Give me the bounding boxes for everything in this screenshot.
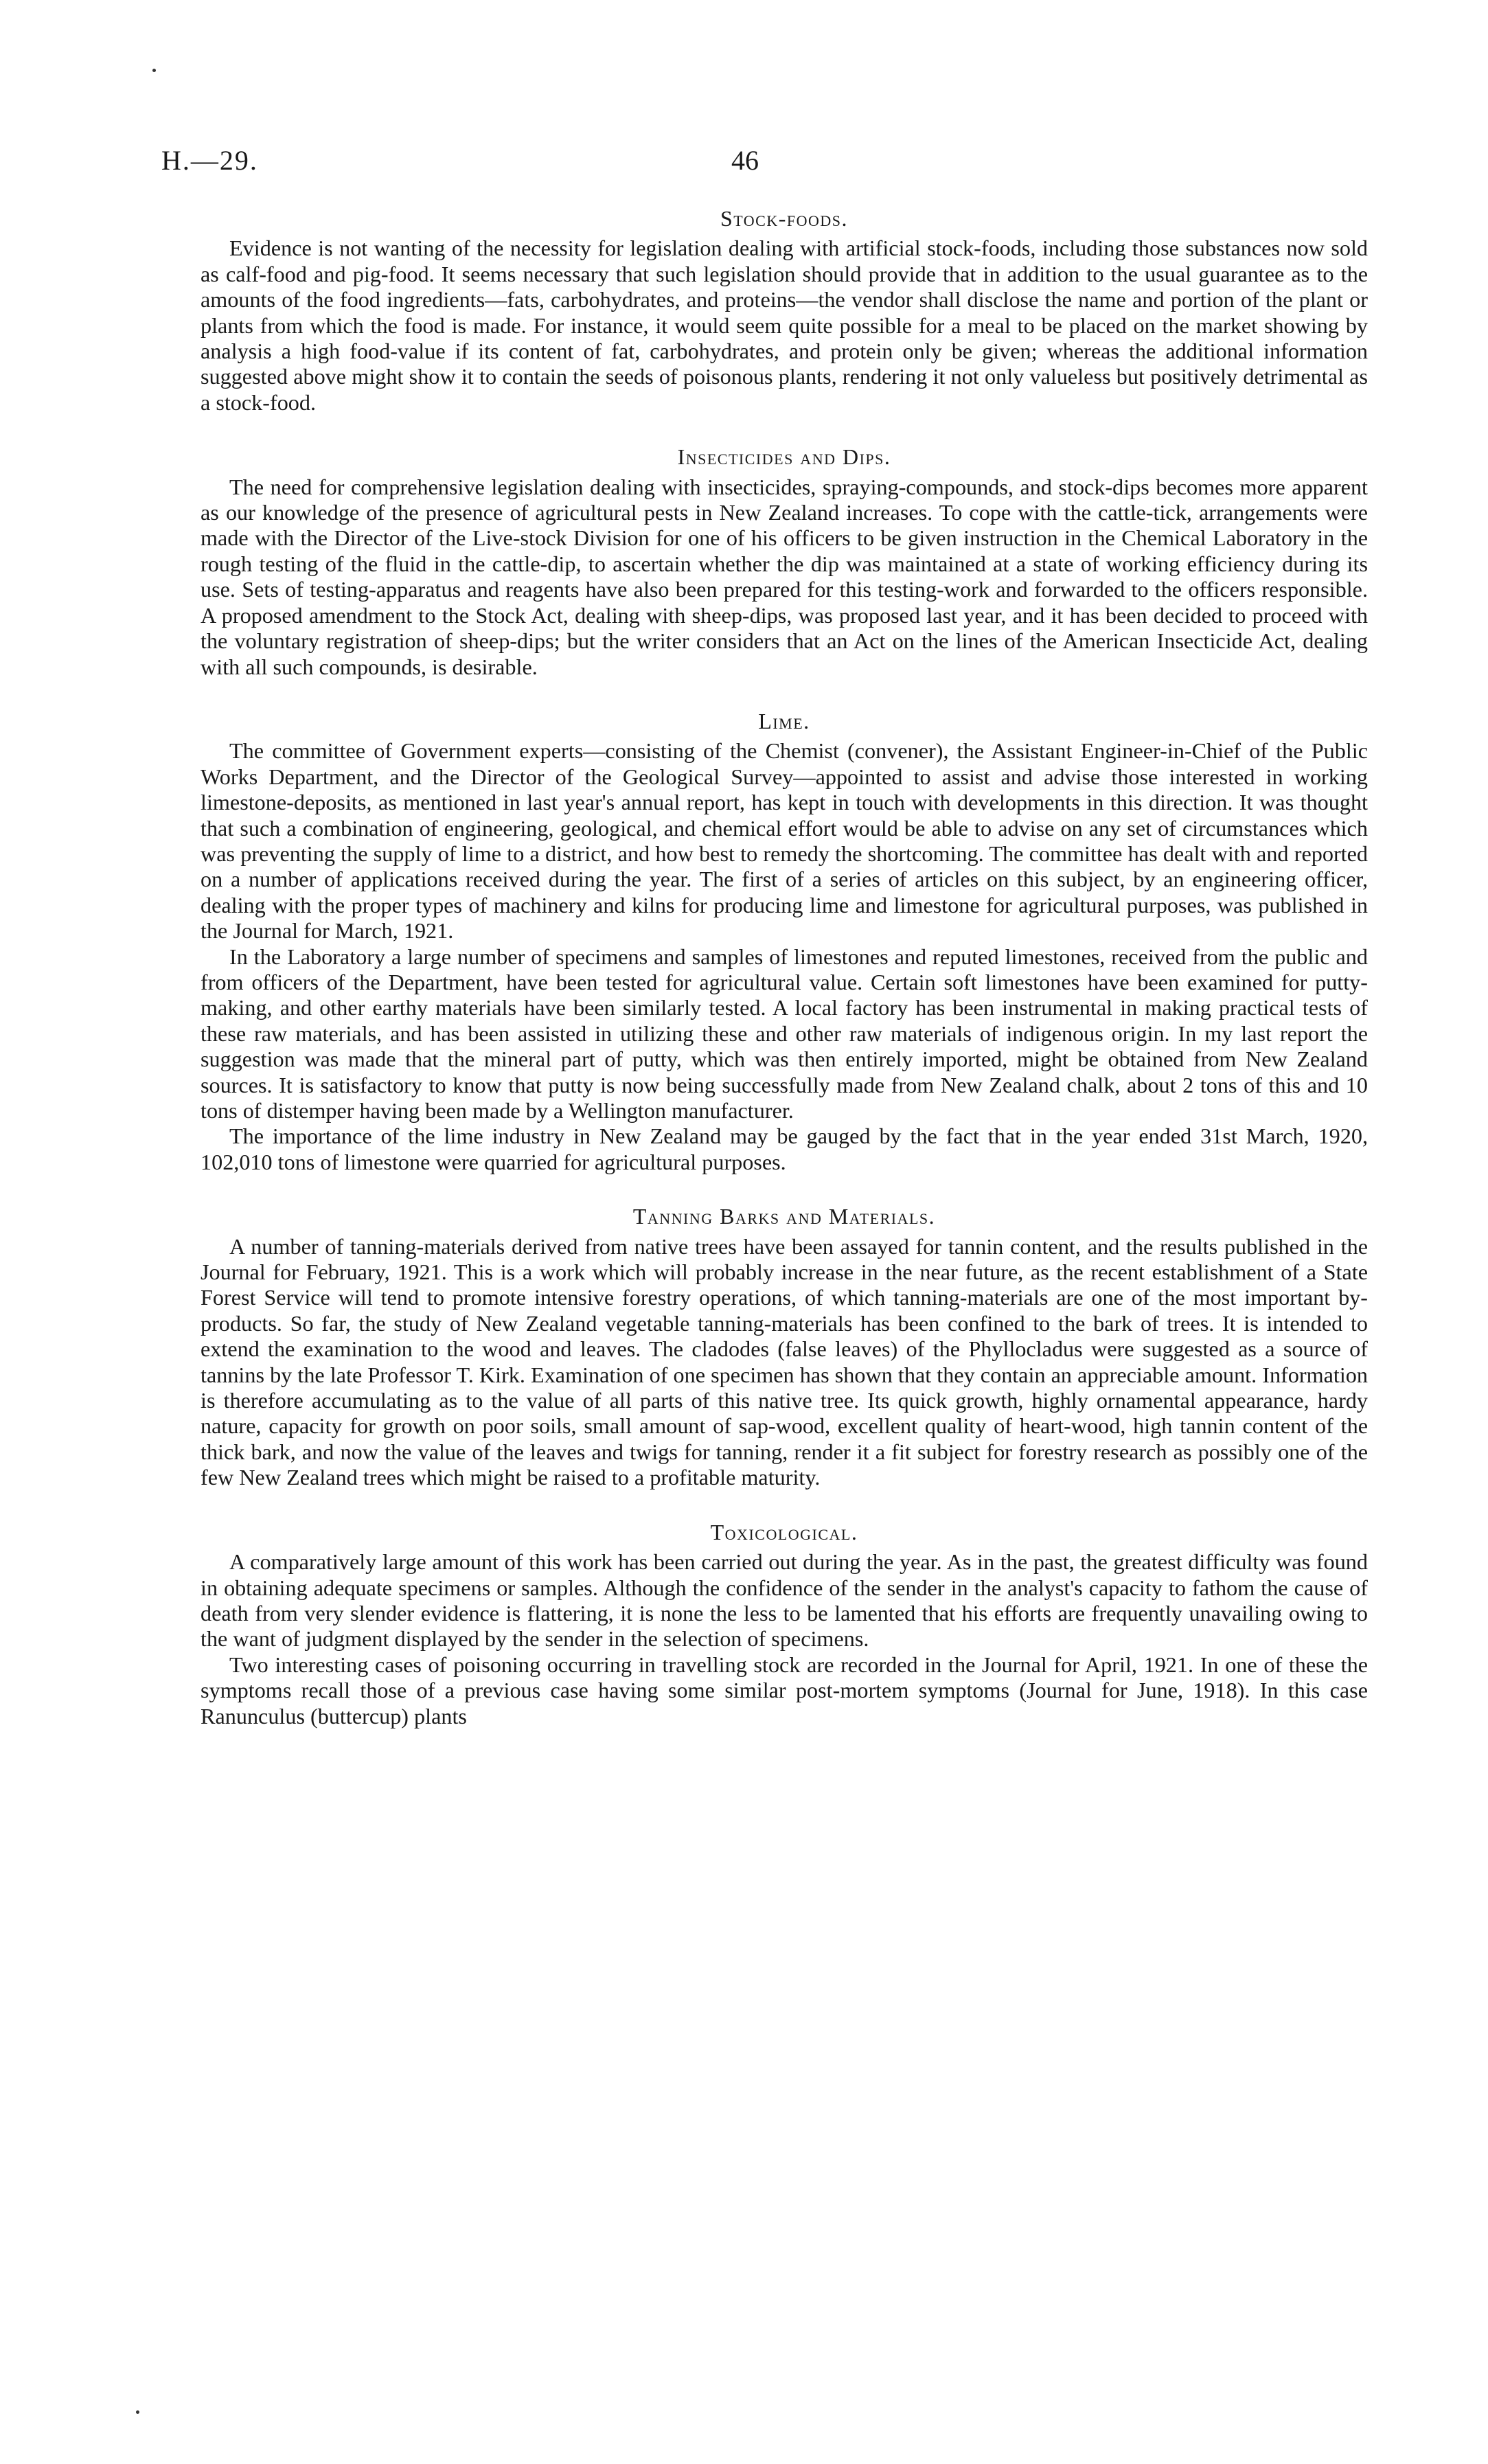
paragraph: The need for comprehensive legislation dealing with insecticides, spraying-compounds, and stock-dips becomes more apparent as our knowledge of the presence of agricultural pests in New Zealand increases. To cope with the cattle-tick, arrangements were made with the Director of the Live-stock Division for one of his officers to be given instruction in the Chemical Laboratory in the rough testing of the fluid in the cattle-dip, to ascertain whether the dip was maintained at a state of working efficiency during its use. Sets of testing-apparatus and reagents have also been prepared for this testing-work and forwarded to the officers responsible. A proposed amendment to the Stock Act, dealing with sheep-dips, was proposed last year, and it has been decided to proceed with the voluntary registration of sheep-dips; but the writer considers that an Act on the lines of the American Insecticide Act, dealing with all such compounds, is desirable. [201,474,1368,679]
report-body [201,206,1368,1729]
section-heading: Lime. [758,708,810,733]
page-number: 46 [731,145,759,176]
section-heading: Tanning Barks and Materials. [632,1204,936,1229]
scan-speck [152,69,156,72]
scan-speck [136,2410,139,2414]
page-header [161,144,1351,185]
document-reference: H.—29. [161,145,258,176]
paragraph: A comparatively large amount of this work has been carried out during the year. As in the past, the greatest difficulty was found in obtaining adequate specimens or samples. Although the confidence of the sender in the analyst's capacity to fathom the cause of death from very slender evidence is flattering, it is none the less to be lamented that his efforts are frequently unavailing owing to the want of judgment displayed by the sender in the selection of specimens. [201,1549,1368,1652]
paragraph: The committee of Government experts—consisting of the Chemist (convener), the Assistant Engineer-in-Chief of the Public Works Department, and the Director of the Geological Survey—appointed to assist and advise those interested in working limestone-deposits, as mentioned in last year's annual report, has kept in touch with developments in this direction. It was thought that such a combination of engineering, geological, and chemical effort would be able to advise on any set of circumstances which was preventing the supply of lime to a district, and how best to remedy the shortcoming. The committee has dealt with and reported on a number of applications received during the year. The first of a series of articles on this subject, by an engineering officer, dealing with the proper types of machinery and kilns for producing lime and limestone for agricultural purposes, was published in the Journal for March, 1921. [201,738,1368,944]
paragraph: A number of tanning-materials derived from native trees have been assayed for tannin content, and the results published in the Journal for February, 1921. This is a work which will probably increase in the near future, as the recent establishment of a State Forest Service will tend to promote intensive forestry operations, of which tanning-materials are one of the most important by-products. So far, the study of New Zealand vegetable tanning-materials has been confined to the bark of trees. It is intended to extend the examination to the wood and leaves. The cladodes (false leaves) of the Phyllocladus were suggested as a source of tannins by the late Professor T. Kirk. Examination of one specimen has shown that they contain an appreciable amount. Information is therefore accumulating as to the value of all parts of this native tree. Its quick growth, highly ornamental appearance, hardy nature, capacity for growth on poor soils, small amount of sap-wood, excellent quality of heart-wood, high tannin content of the thick bark, and now the value of the leaves and twigs for tanning, render it a fit subject for forestry research as possibly one of the few New Zealand trees which might be raised to a profitable maturity. [201,1233,1368,1490]
section-tanning-barks [201,1204,1368,1490]
section-heading: Insecticides and Dips. [677,444,891,470]
section-lime [201,709,1368,1175]
paragraph: In the Laboratory a large number of specimens and samples of limestones and reputed limestones, received from the public and from officers of the Department, have been tested for agricultural value. Certain soft limestones have been examined for putty-making, and other earthy materials have been similarly tested. A local factory has been instrumental in making practical tests of these raw materials, and has been assisted in utilizing these and other raw materials of indigenous origin. In my last report the suggestion was made that the mineral part of putty, which was then entirely imported, might be obtained from New Zealand sources. It is satisfactory to know that putty is now being successfully made from New Zealand chalk, about 2 tons of this and 10 tons of distemper having been made by a Wellington manufacturer. [201,944,1368,1123]
section-heading: Toxicological. [710,1519,858,1544]
paragraph: The importance of the lime industry in New Zealand may be gauged by the fact that in the year ended 31st March, 1920, 102,010 tons of limestone were quarried for agricultural purposes. [201,1123,1368,1174]
section-insecticides-and-dips [201,444,1368,680]
paragraph: Evidence is not wanting of the necessity for legislation dealing with artificial stock-foods, including those substances now sold as calf-food and pig-food. It seems necessary that such legislation should provide that in addition to the usual guarantee as to the amounts of the food ingredients—fats, carbohydrates, and proteins—the vendor shall disclose the name and portion of the plant or plants from which the food is made. For instance, it would seem quite possible for a meal to be placed on the market showing by analysis a high food-value if its content of fat, carbohydrates, and protein only be given; whereas the additional information suggested above might show it to contain the seeds of poisonous plants, rendering it not only valueless but positively detrimental as a stock-food. [201,236,1368,415]
section-stock-foods [201,206,1368,415]
section-heading: Stock-foods. [720,206,849,231]
section-toxicological [201,1520,1368,1729]
paragraph: Two interesting cases of poisoning occurring in travelling stock are recorded in the Journal for April, 1921. In one of these the symptoms recall those of a previous case having some similar post-mortem symptoms (Journal for June, 1918). In this case Ranunculus (buttercup) plants [201,1652,1368,1729]
